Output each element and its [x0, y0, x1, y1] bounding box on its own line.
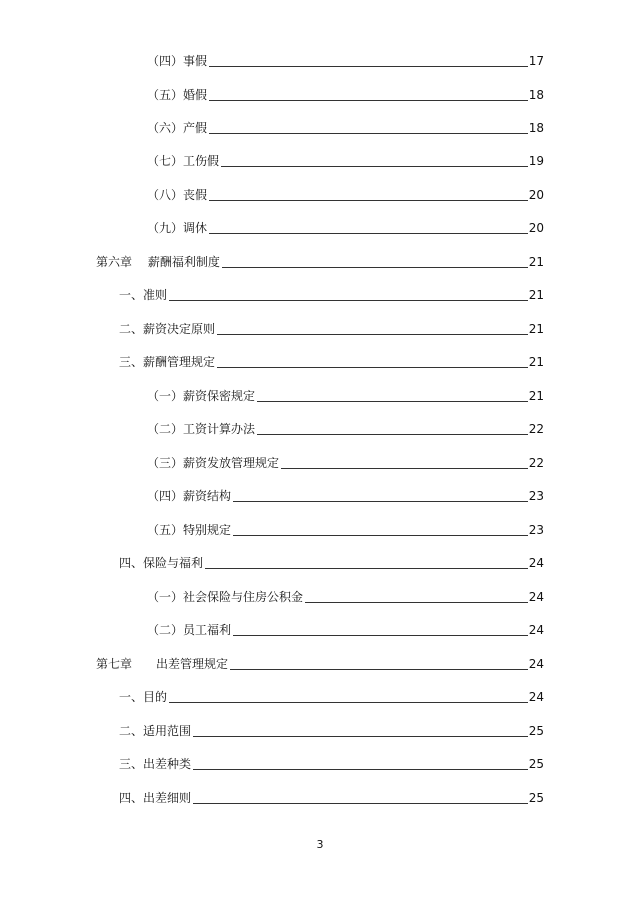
toc-entry-label: （二）员工福利	[147, 623, 232, 637]
toc-entry-page: 22	[528, 456, 544, 470]
toc-entry[interactable]	[0, 452, 640, 474]
toc-leader-line	[119, 702, 528, 703]
page-number: 3	[316, 838, 324, 851]
toc-entry-label: （一）薪资保密规定	[147, 389, 256, 403]
toc-entry[interactable]	[0, 84, 640, 106]
toc-entry-label: 四、出差细则	[119, 791, 192, 805]
toc-entry-label: （三）薪资发放管理规定	[147, 456, 280, 470]
toc-entry[interactable]	[0, 418, 640, 440]
toc-entry-page: 21	[528, 255, 544, 269]
toc-entry[interactable]	[0, 50, 640, 72]
toc-entry-page: 20	[528, 188, 544, 202]
toc-entry[interactable]	[0, 351, 640, 373]
toc-entry-page: 22	[528, 422, 544, 436]
toc-entry[interactable]	[0, 619, 640, 641]
toc-entry-label: （二）工资计算办法	[147, 422, 256, 436]
toc-entry-page: 24	[528, 590, 544, 604]
toc-entry[interactable]	[0, 787, 640, 809]
toc-entry-label: （五）特别规定	[147, 523, 232, 537]
toc-entry-label: 第七章 出差管理规定	[96, 657, 229, 671]
toc-entry-page: 23	[528, 489, 544, 503]
toc-entry-page: 25	[528, 791, 544, 805]
toc-entry[interactable]	[0, 485, 640, 507]
toc-entry[interactable]	[0, 217, 640, 239]
toc-entry-label: （八）丧假	[147, 188, 208, 202]
toc-entry[interactable]	[0, 720, 640, 742]
toc-entry[interactable]	[0, 150, 640, 172]
toc-entry[interactable]	[0, 385, 640, 407]
toc-entry-page: 24	[528, 623, 544, 637]
toc-entry-label: 三、薪酬管理规定	[119, 355, 216, 369]
toc-entry-label: （一）社会保险与住房公积金	[147, 590, 304, 604]
toc-entry-label: 一、目的	[119, 690, 168, 704]
toc-entry-label: 四、保险与福利	[119, 556, 204, 570]
toc-entry-chapter[interactable]	[0, 653, 640, 675]
toc-entry-label: （四）薪资结构	[147, 489, 232, 503]
toc-entry-page: 21	[528, 355, 544, 369]
toc-entry[interactable]	[0, 284, 640, 306]
toc-entry-label: （七）工伤假	[147, 154, 220, 168]
toc-entry-page: 18	[528, 88, 544, 102]
toc-entry-label: （四）事假	[147, 54, 208, 68]
toc-entry-page: 24	[528, 690, 544, 704]
toc-entry[interactable]	[0, 184, 640, 206]
toc-entry-label: （五）婚假	[147, 88, 208, 102]
toc-entry-page: 19	[528, 154, 544, 168]
toc-entry-label: 一、准则	[119, 288, 168, 302]
toc-entry-page: 21	[528, 322, 544, 336]
toc-entry-page: 24	[528, 556, 544, 570]
toc-entry[interactable]	[0, 318, 640, 340]
toc-entry-page: 20	[528, 221, 544, 235]
toc-entry-page: 23	[528, 523, 544, 537]
toc-entry-label: （九）调休	[147, 221, 208, 235]
toc-entry[interactable]	[0, 686, 640, 708]
toc-entry-page: 24	[528, 657, 544, 671]
toc-entry-page: 21	[528, 389, 544, 403]
toc-entry[interactable]	[0, 117, 640, 139]
toc-entry-label: 二、适用范围	[119, 724, 192, 738]
toc-entry[interactable]	[0, 753, 640, 775]
toc-entry-page: 17	[528, 54, 544, 68]
toc-entry[interactable]	[0, 552, 640, 574]
toc-entry-page: 25	[528, 724, 544, 738]
toc-entry-label: 二、薪资决定原则	[119, 322, 216, 336]
toc-entry-chapter[interactable]	[0, 251, 640, 273]
toc-leader-line	[119, 300, 528, 301]
toc-entry-page: 21	[528, 288, 544, 302]
toc-entry-page: 25	[528, 757, 544, 771]
toc-entry[interactable]	[0, 586, 640, 608]
toc-entry-page: 18	[528, 121, 544, 135]
toc-entry[interactable]	[0, 519, 640, 541]
toc-entry-label: （六）产假	[147, 121, 208, 135]
toc-entry-label: 第六章 薪酬福利制度	[96, 255, 220, 269]
toc-entry-label: 三、出差种类	[119, 757, 192, 771]
